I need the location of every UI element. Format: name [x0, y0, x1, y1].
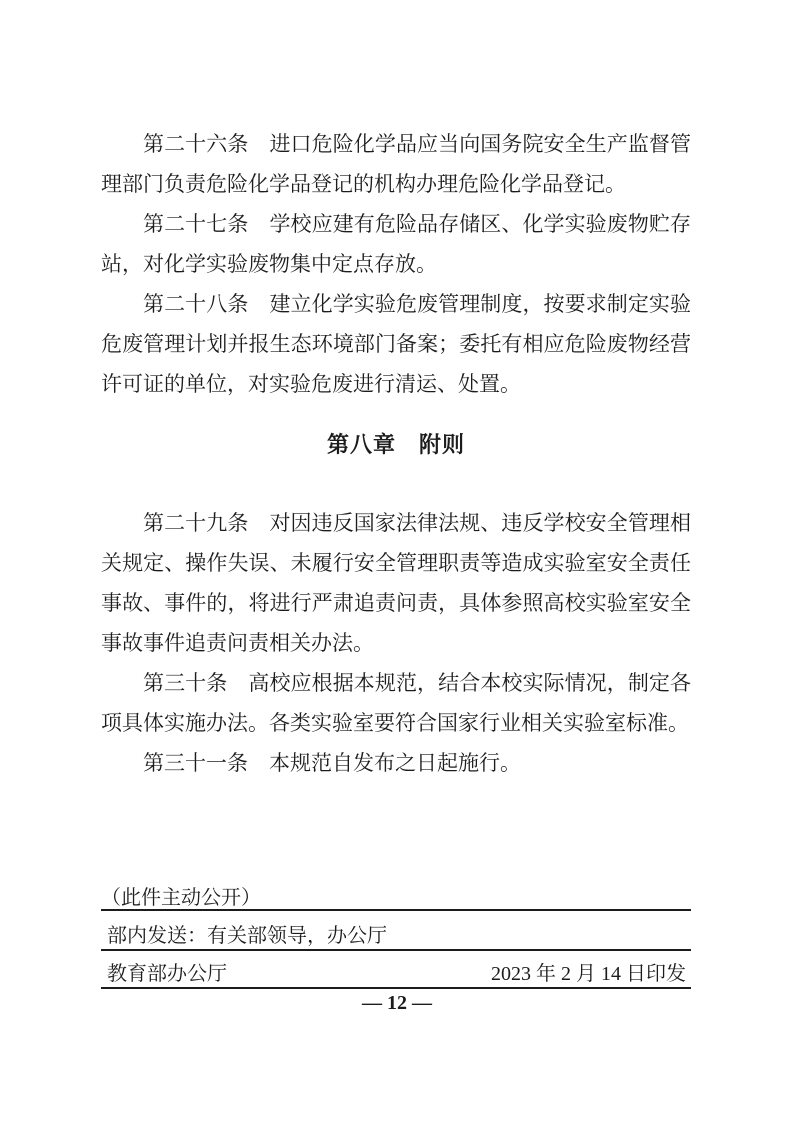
distribution-line: 部内发送：有关部领导，办公厅: [107, 925, 387, 947]
article-30-paragraph: 第三十条 高校应根据本规范，结合本校实际情况，制定各项具体实施办法。各类实验室要符合国家行业相关实验室标准。: [101, 671, 691, 735]
article-29-paragraph: 第二十九条 对因违反国家法律法规、违反学校安全管理相关规定、操作失误、未履行安全管理职责等造成实验室安全责任事故、事件的，将进行严肃追责问责，具体参照高校实验室安全事故事件追责问责相关办法。: [101, 511, 691, 655]
article-31-paragraph: 第三十一条 本规范自发布之日起施行。: [143, 751, 521, 775]
divider-line-bottom: [101, 987, 691, 989]
divider-line-middle: [101, 949, 691, 951]
page-number: — 12 —: [362, 992, 432, 1014]
chapter-8-heading: 第八章 附则: [326, 432, 465, 457]
issue-row: [107, 962, 686, 986]
issuing-office: 教育部办公厅: [107, 963, 227, 985]
divider-line-top: [101, 909, 691, 911]
disclosure-note: （此件主动公开）: [101, 887, 261, 909]
article-27-paragraph: 第二十七条 学校应建有危险品存储区、化学实验废物贮存站，对化学实验废物集中定点存放。: [101, 212, 691, 276]
document-body: [101, 124, 691, 783]
print-date: 2023 年 2 月 14 日印发: [491, 963, 686, 985]
article-28-paragraph: 第二十八条 建立化学实验危废管理制度，按要求制定实验危废管理计划并报生态环境部门备案；委托有相应危险废物经营许可证的单位，对实验危废进行清运、处置。: [101, 292, 691, 396]
article-26-paragraph: 第二十六条 进口危险化学品应当向国务院安全生产监督管理部门负责危险化学品登记的机构办理危险化学品登记。: [101, 132, 691, 196]
